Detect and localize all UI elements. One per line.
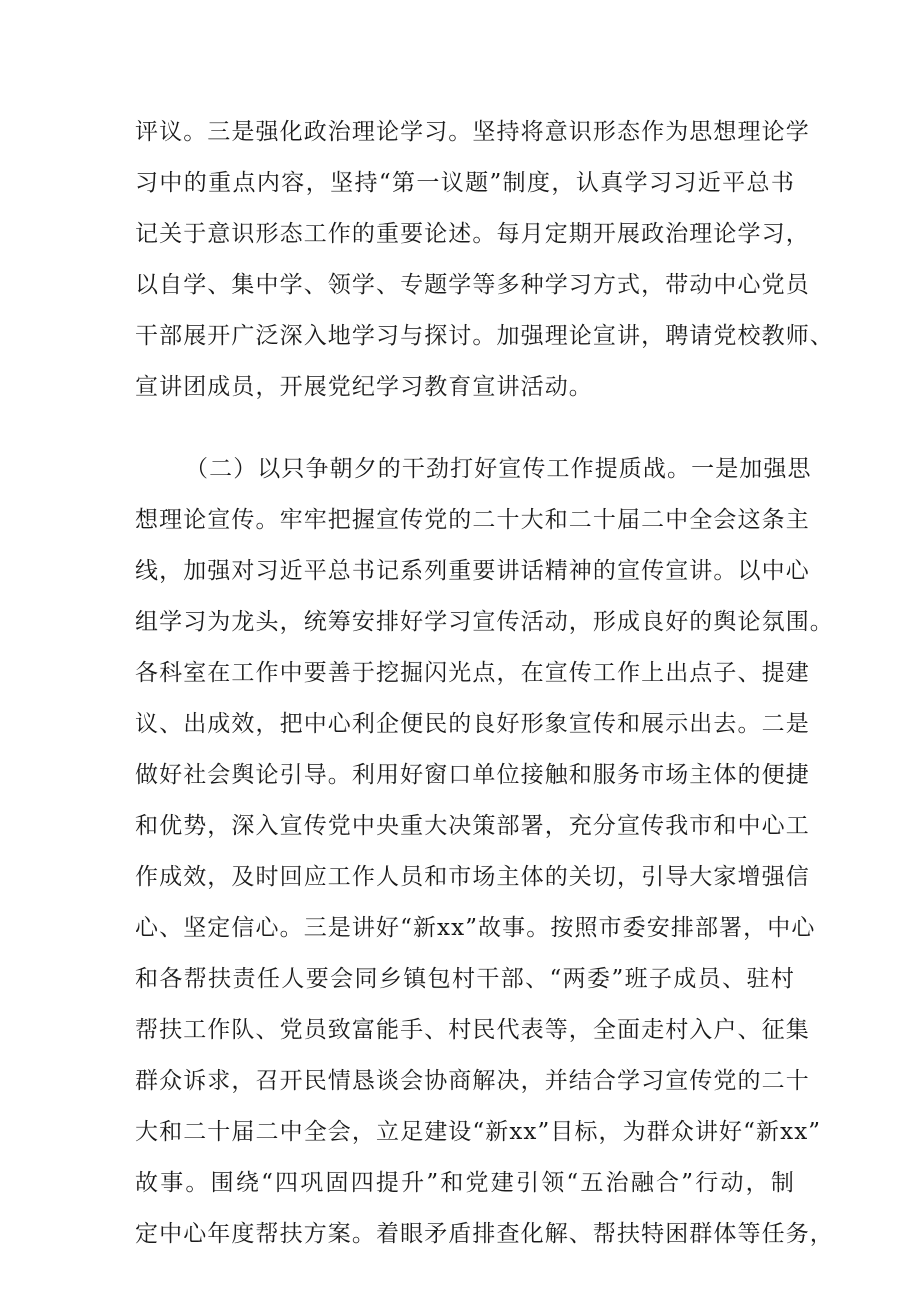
text-line: 线，加强对习近平总书记系列重要讲话精神的宣传宣讲。以中心 (135, 558, 810, 584)
text-line: 心、坚定信心。三是讲好“新xx”故事。按照市委安排部署，中心 (135, 915, 816, 941)
text-line: 群众诉求，召开民情恳谈会协商解决，并结合学习宣传党的二十 (135, 1068, 810, 1094)
text-line: 和优势，深入宣传党中央重大决策部署，充分宣传我市和中心工 (135, 813, 810, 839)
text-line: 帮扶工作队、党员致富能手、村民代表等，全面走村入户、征集 (135, 1017, 810, 1043)
text-line: 以自学、集中学、领学、专题学等多种学习方式，带动中心党员 (135, 272, 810, 298)
text-line: 做好社会舆论引导。利用好窗口单位接触和服务市场主体的便捷 (135, 762, 810, 788)
text-line: 和各帮扶责任人要会同乡镇包村干部、“两委”班子成员、驻村 (135, 966, 795, 992)
text-line: 评议。三是强化政治理论学习。坚持将意识形态作为思想理论学 (135, 119, 810, 145)
text-line: 大和二十届二中全会，立足建设“新xx”目标，为群众讲好“新xx” (135, 1119, 822, 1145)
text-line: 干部展开广泛深入地学习与探讨。加强理论宣讲，聘请党校教师、 (135, 323, 834, 349)
text-line: 组学习为龙头，统筹安排好学习宣传活动，形成良好的舆论氛围。 (135, 609, 834, 635)
text-line: 宣讲团成员，开展党纪学习教育宣讲活动。 (135, 374, 593, 400)
text-line: 定中心年度帮扶方案。着眼矛盾排查化解、帮扶特困群体等任务， (135, 1221, 834, 1247)
text-line: 记关于意识形态工作的重要论述。每月定期开展政治理论学习， (135, 221, 810, 247)
section-heading-line: （二）以只争朝夕的干劲打好宣传工作提质战。一是加强思 (185, 456, 812, 482)
text-line: 想理论宣传。牢牢把握宣传党的二十大和二十届二中全会这条主 (135, 507, 810, 533)
text-line: 故事。围绕“四巩固四提升”和党建引领“五治融合”行动，制 (135, 1170, 795, 1196)
text-line: 各科室在工作中要善于挖掘闪光点，在宣传工作上出点子、提建 (135, 660, 810, 686)
text-line: 习中的重点内容，坚持“第一议题”制度，认真学习习近平总书 (135, 170, 795, 196)
text-line: 作成效，及时回应工作人员和市场主体的关切，引导大家增强信 (135, 864, 810, 890)
text-line: 议、出成效，把中心利企便民的良好形象宣传和展示出去。二是 (135, 711, 810, 737)
